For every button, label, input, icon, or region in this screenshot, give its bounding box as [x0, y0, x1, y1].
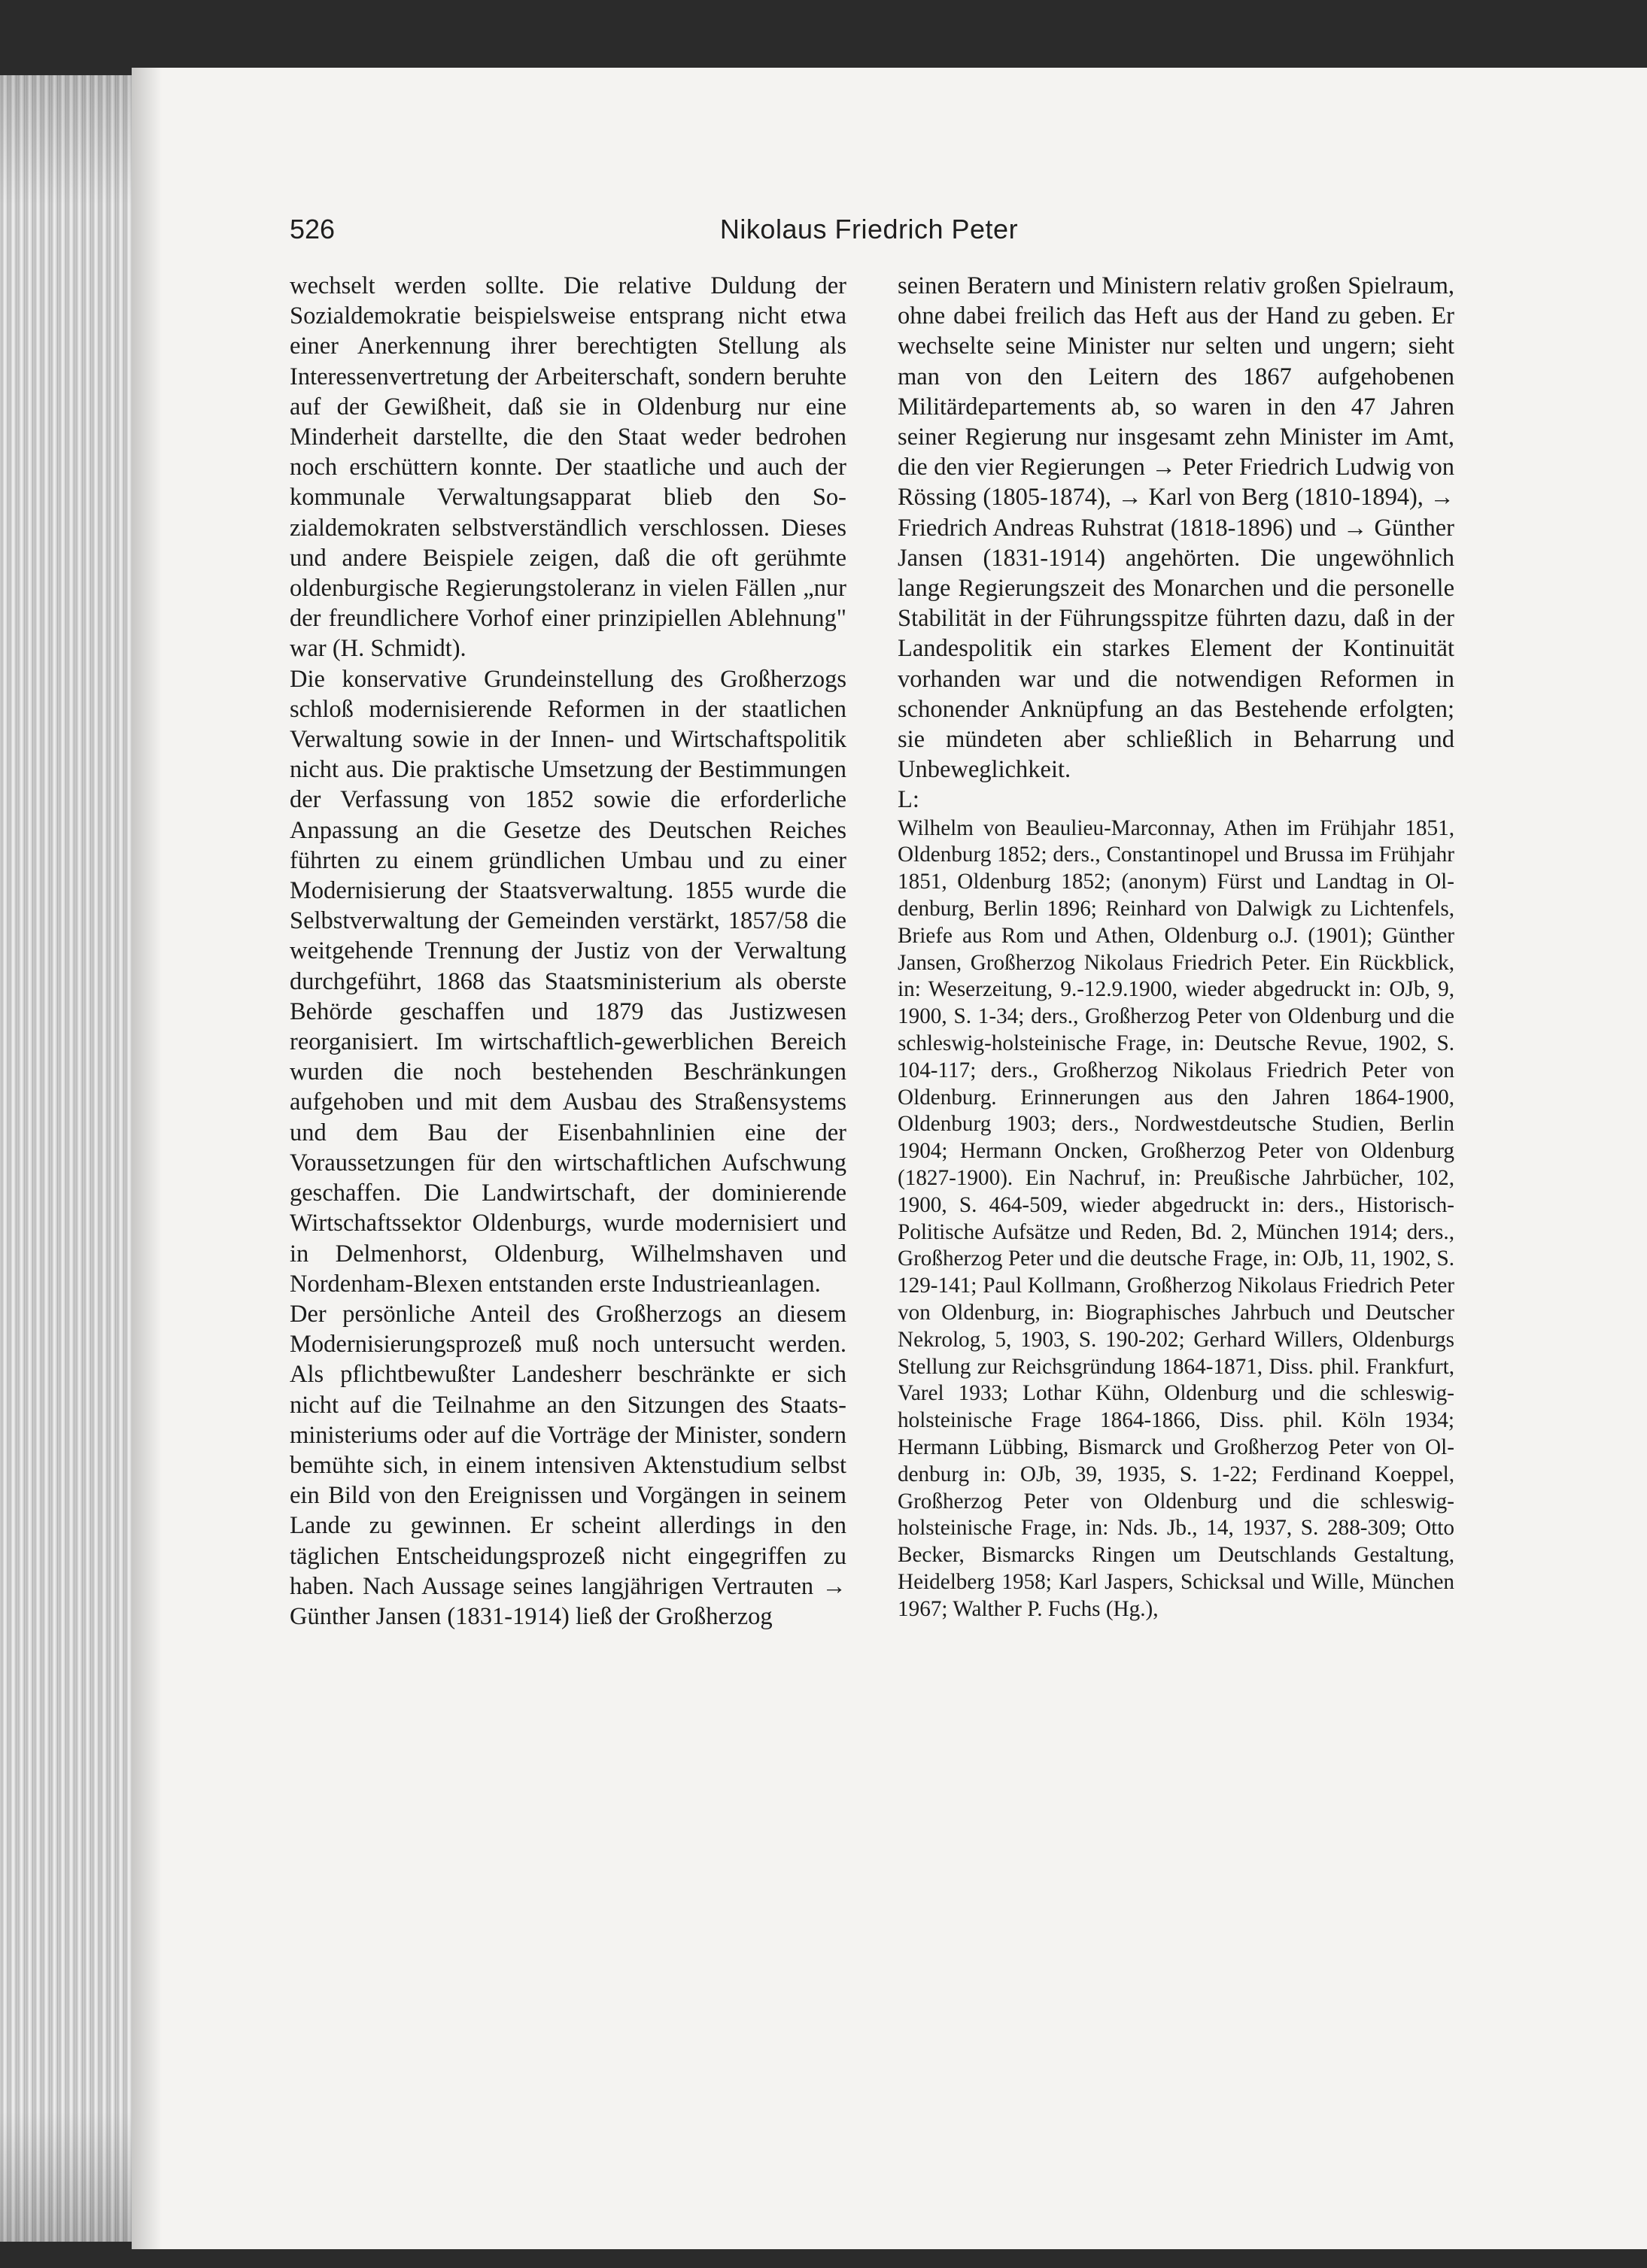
literature-label: L: — [898, 786, 919, 814]
gutter-shadow — [132, 68, 162, 2249]
paragraph: wechselt werden sollte. Die relative Duldung der Sozialdemokratie beispielsweise entsprang nicht etwa einer Anerkennung ihrer berechtigten Stellung als Interessenvertretung der Arbeiterschaft, sondern beruhte auf der Gewißheit, daß sie in Oldenburg nur eine Minderheit darstellte, die den Staat weder bedrohen noch erschüttern konnte. Der staatliche und auch der kommunale Verwaltungsapparat blieb den Sozialdemokraten selbstverständlich verschlossen. Dieses und andere Beispiele zeigen, daß die oft gerühmte oldenburgische Regierungstoleranz in vielen Fällen „nur der freundlichere Vorhof einer prinzipiellen Ablehnung" war (H. Schmidt). — [290, 272, 846, 663]
page-edge-stack — [0, 75, 134, 2242]
right-column — [898, 271, 1454, 1623]
page-number: 526 — [290, 214, 336, 244]
left-column — [290, 271, 846, 1632]
paragraph: Der persönliche Anteil des Großherzogs an diesem Modernisierungsprozeß muß noch untersucht werden. Als pflichtbewußter Landesherr beschränkte er sich nicht auf die Teilnahme an den Sitzungen des Staatsministeriums oder auf die Vorträge der Minister, sondern bemühte sich, in einem intensiven Aktenstudium selbst ein Bild von den Ereignissen und Vorgängen in seinem Lande zu gewinnen. Er scheint allerdings in den täglichen Entscheidungsprozeß nicht eingegriffen zu haben. Nach Aussage seines langjährigen Vertrauten → Günther Jansen (1831-1914) ließ der Großherzog — [290, 1300, 846, 1630]
paragraph: Die konservative Grundeinstellung des Großherzogs schloß modernisierende Reformen in der staatlichen Verwaltung sowie in der Innen- und Wirtschaftspolitik nicht aus. Die praktische Umsetzung der Bestimmungen der Verfassung von 1852 sowie die erforderliche Anpassung an die Gesetze des Deutschen Reiches führten zu einem gründlichen Umbau und zu einer Modernisierung der Staatsverwaltung. 1855 wurde die Selbstverwaltung der Gemeinden verstärkt, 1857/58 die weitgehende Trennung der Justiz von der Verwaltung durchgeführt, 1868 das Staatsministerium als oberste Behörde geschaffen und 1879 das Justizwesen reorganisiert. Im wirtschaftlich-gewerblichen Bereich wurden die noch bestehenden Beschränkungen aufgehoben und mit dem Ausbau des Straßensystems und dem Bau der Eisenbahnlinien eine der Voraussetzungen für den wirtschaftlichen Aufschwung geschaffen. Die Landwirtschaft, der dominierende Wirtschaftssektor Oldenburgs, wurde modernisiert und in Delmenhorst, Oldenburg, Wilhelmshaven und Nordenham-Blexen entstanden erste Industrieanlagen. — [290, 665, 846, 1298]
running-title: Nikolaus Friedrich Peter — [719, 214, 1019, 244]
running-head — [290, 214, 1448, 251]
paragraph: seinen Beratern und Ministern relativ großen Spielraum, ohne dabei freilich das Heft aus der Hand zu geben. Er wechselte seine Minister nur selten und ungern; sieht man von den Leitern des 1867 aufgehobenen Militärdepartements ab, so waren in den 47 Jahren seiner Regierung nur insgesamt zehn Minister im Amt, die den vier Regierungen → Peter Friedrich Ludwig von Rössing (1805-1874), → Karl von Berg (1810-1894), → Friedrich Andreas Ruhstrat (1818-1896) und → Günther Jansen (1831-1914) angehörten. Die ungewöhnlich lange Regierungszeit des Monarchen und die personelle Stabilität in der Führungsspitze führten dazu, daß in der Landespolitik ein starkes Element der Kontinuität vorhanden war und die notwendigen Reformen in schonender Anknüpfung an das Bestehende erfolgten; sie mündeten aber schließlich in Beharrung und Unbeweglichkeit. — [898, 272, 1454, 784]
literature-list: Wilhelm von Beaulieu-Marconnay, Athen im Frühjahr 1851, Oldenburg 1852; ders., Constantinopel und Brussa im Frühjahr 1851, Oldenburg 1852; (anonym) Fürst und Landtag in Oldenburg, Berlin 1896; Reinhard von Dalwigk zu Lichtenfels, Briefe aus Rom und Athen, Oldenburg o.J. (1901); Günther Jansen, Großherzog Nikolaus Friedrich Peter. Ein Rückblick, in: Weserzeitung, 9.-12.9.1900, wieder abgedruckt in: OJb, 9, 1900, S. 1-34; ders., Großherzog Peter von Oldenburg und die schleswig-holsteinische Frage, in: Deutsche Revue, 1902, S. 104-117; ders., Großherzog Nikolaus Friedrich Peter von Oldenburg. Erinnerungen aus den Jahren 1864-1900, Oldenburg 1903; ders., Nordwestdeutsche Studien, Berlin 1904; Hermann Oncken, Großherzog Peter von Oldenburg (1827-1900). Ein Nachruf, in: Preußische Jahrbücher, 102, 1900, S. 464-509, wieder abgedruckt in: ders., Historisch-Politische Aufsätze und Reden, Bd. 2, München 1914; ders., Großherzog Peter und die deutsche Frage, in: OJb, 11, 1902, S. 129-141; Paul Kollmann, Großherzog Nikolaus Friedrich Peter von Oldenburg, in: Biographisches Jahrbuch und Deutscher Nekrolog, 5, 1903, S. 190-202; Gerhard Willers, Oldenburgs Stellung zur Reichsgründung 1864-1871, Diss. phil. Frankfurt, Varel 1933; Lothar Kühn, Oldenburg und die schleswig-holsteinische Frage 1864-1866, Diss. phil. Köln 1934; Hermann Lübbing, Bismarck und Großherzog Peter von Oldenburg in: OJb, 39, 1935, S. 1-22; Ferdinand Koeppel, Großherzog Peter von Oldenburg und die schleswig-holsteinische Frage, in: Nds. Jb., 14, 1937, S. 288-309; Otto Becker, Bismarcks Ringen um Deutschlands Gestaltung, Heidelberg 1958; Karl Jaspers, Schicksal und Wille, München 1967; Walther P. Fuchs (Hg.), — [898, 815, 1454, 1621]
